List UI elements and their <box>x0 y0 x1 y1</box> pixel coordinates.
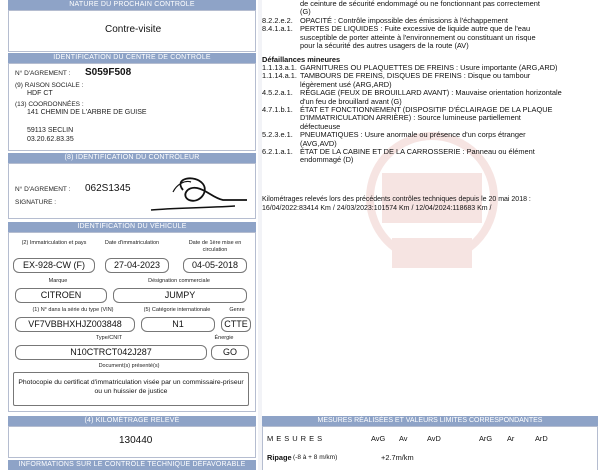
defect-text: ÉTAT DE LA CABINE ET DE LA CARROSSERIE : Panneau ou élément <box>300 147 535 156</box>
defect-text: légèrement usé (ARG,ARD) <box>300 79 392 89</box>
center-agrement-label: N° D'AGREMENT : <box>15 70 71 77</box>
defect-line <box>262 156 353 164</box>
energie-label: Énergie <box>214 335 234 341</box>
defect-code: 4.7.1.b.1. <box>262 105 293 114</box>
first-circ-label: Date de 1ère mise en circulation <box>188 240 242 253</box>
defect-code: 8.2.2.e.2. <box>262 15 293 25</box>
signature-label: SIGNATURE : <box>15 199 57 206</box>
date-immat-label: Date d'immatriculation <box>104 240 160 246</box>
ripage-label: Ripage <box>267 453 292 462</box>
immat-field: EX-928-CW (F) <box>13 258 95 273</box>
left-column <box>8 0 256 470</box>
km-box <box>8 426 256 458</box>
center-header: IDENTIFICATION DU CENTRE DE CONTRÔLE <box>8 53 256 63</box>
designation-field: JUMPY <box>113 288 247 303</box>
col-avg: AvG <box>371 434 386 443</box>
vehicle-box <box>8 232 256 412</box>
defect-text: endommagé (D) <box>300 155 354 165</box>
col-arg: ArG <box>479 434 493 443</box>
next-control-header: NATURE DU PROCHAIN CONTRÔLE <box>8 0 256 10</box>
phone: 03.20.62.83.35 <box>27 136 74 143</box>
defect-code: 8.4.1.a.1. <box>262 24 293 34</box>
cat-label: (5) Catégorie internationale <box>143 307 211 313</box>
col-av: Av <box>399 434 408 443</box>
defect-text: PERTES DE LIQUIDES : Fuite excessive de liquide autre que de l'eau <box>300 24 531 34</box>
address-line-2: 59113 SECLIN <box>27 127 74 134</box>
defect-text: de ceinture de sécurité endommagé ou ne fonctionnant pas correctement <box>300 0 540 8</box>
genre-field: CTTE <box>221 317 251 332</box>
defect-text: PNEUMATIQUES : Usure anormale ou présence d'un corps étranger <box>300 130 526 140</box>
vin-field: VF7VBBHXHJZ003848 <box>15 317 135 332</box>
controller-header: (8) IDENTIFICATION DU CONTRÔLEUR <box>8 153 256 163</box>
defect-text: pour la sécurité des autres usagers de la route (AV) <box>300 41 469 50</box>
defect-text: ÉTAT ET FONCTIONNEMENT (DISPOSITIF D'ÉCLAIRAGE DE LA PLAQUE <box>300 105 553 114</box>
marque-field: CITROEN <box>15 288 107 303</box>
energie-field: GO <box>211 345 249 360</box>
signature-mark <box>143 170 253 216</box>
defect-text: D'IMMATRICULATION ARRIÈRE) : Source lumineuse partiellement <box>300 113 521 123</box>
type-field: N10CTRCT042J287 <box>15 345 207 360</box>
ripage-value: +2.7m/km <box>381 453 414 462</box>
defect-code: 1.1.14.a.1. <box>262 71 297 81</box>
center-box <box>8 63 256 151</box>
unfavorable-info-header: INFORMATIONS SUR LE CONTRÔLE TECHNIQUE DÉFAVORABLE <box>8 460 256 470</box>
defect-text: d'un feu de brouillard avant (G) <box>300 96 402 106</box>
right-column <box>262 0 598 470</box>
km-header: (4) KILOMÉTRAGE RELEVÉ <box>8 416 256 426</box>
ripage-unit: (-8 à + 8 m/km) <box>293 454 338 461</box>
defect-code: 5.2.3.e.1. <box>262 130 293 140</box>
marque-label: Marque <box>48 278 68 284</box>
defect-text: TAMBOURS DE FREINS, DISQUES DE FREINS : Disque ou tambour <box>300 71 531 81</box>
address-line-1: 141 CHEMIN DE L'ARBRE DE GUISE <box>27 109 147 116</box>
center-agrement-value: S059F508 <box>85 67 132 78</box>
km-history-line-2: 16/04/2022:83414 Km / 24/03/2023:101574 Km / 12/04/2024:118683 Km / <box>262 205 492 212</box>
defect-text: défectueuse <box>300 121 341 131</box>
defect-code: 1.1.13.a.1. <box>262 63 297 72</box>
measures-box <box>262 426 598 470</box>
col-ar: Ar <box>507 434 515 443</box>
controller-agrement-value: 062S1345 <box>85 183 131 194</box>
vehicle-header: IDENTIFICATION DU VÉHICULE <box>8 222 256 232</box>
measures-header: MESURES RÉALISÉES ET VALEURS LIMITES CORRESPONDANTES <box>262 416 598 426</box>
measures-label: MESURES <box>267 434 326 443</box>
defect-text: (G) <box>300 7 311 17</box>
designation-label: Désignation commerciale <box>148 278 210 284</box>
km-history-line-1: Kilométrages relevés lors des précédents contrôles techniques depuis le 20 mai 2018 : <box>262 196 531 203</box>
minor-defects-title: Défaillances mineures <box>262 55 341 64</box>
defect-text: GARNITURES OU PLAQUETTES DE FREINS : Usure importante (ARG,ARD) <box>300 63 558 72</box>
genre-label: Genre <box>229 307 245 313</box>
col-ard: ArD <box>535 434 548 443</box>
docs-label: Document(s) présenté(s) <box>98 363 160 369</box>
defect-text: susceptible de porter atteinte à l'environnement ou constituant un risque <box>300 32 536 42</box>
first-circ-field: 04-05-2018 <box>183 258 247 273</box>
defect-line <box>262 42 469 50</box>
defect-code: 4.5.2.a.1. <box>262 88 293 98</box>
defect-text: OPACITÉ : Contrôle impossible des émissions à l'échappement <box>300 15 508 25</box>
defect-text: RÉGLAGE (FEUX DE BROUILLARD AVANT) : Mauvaise orientation horizontale <box>300 88 562 98</box>
controller-agrement-label: N° D'AGREMENT : <box>15 186 71 193</box>
col-avd: AvD <box>427 434 441 443</box>
raison-value: HDF CT <box>27 90 53 97</box>
raison-label: (9) RAISON SOCIALE : <box>15 82 84 89</box>
docs-field: Photocopie du certificat d'immatriculation visée par un commissaire-priseur ou un huissier de justice <box>13 372 249 406</box>
next-control-box <box>8 10 256 52</box>
defect-text: (AVG,AVD) <box>300 138 337 148</box>
next-control-value: Contre-visite <box>105 24 162 35</box>
cat-field: N1 <box>141 317 215 332</box>
vin-label: (1) N° dans la série du type (VIN) <box>32 307 114 313</box>
type-label: Type/CNIT <box>95 335 123 341</box>
date-immat-field: 27-04-2023 <box>105 258 169 273</box>
immat-label: (2) Immatriculation et pays <box>21 240 87 246</box>
coord-label: (13) COORDONNÉES : <box>15 101 84 108</box>
km-value: 130440 <box>119 435 153 446</box>
defect-code: 6.2.1.a.1. <box>262 147 293 156</box>
controller-box <box>8 163 256 219</box>
